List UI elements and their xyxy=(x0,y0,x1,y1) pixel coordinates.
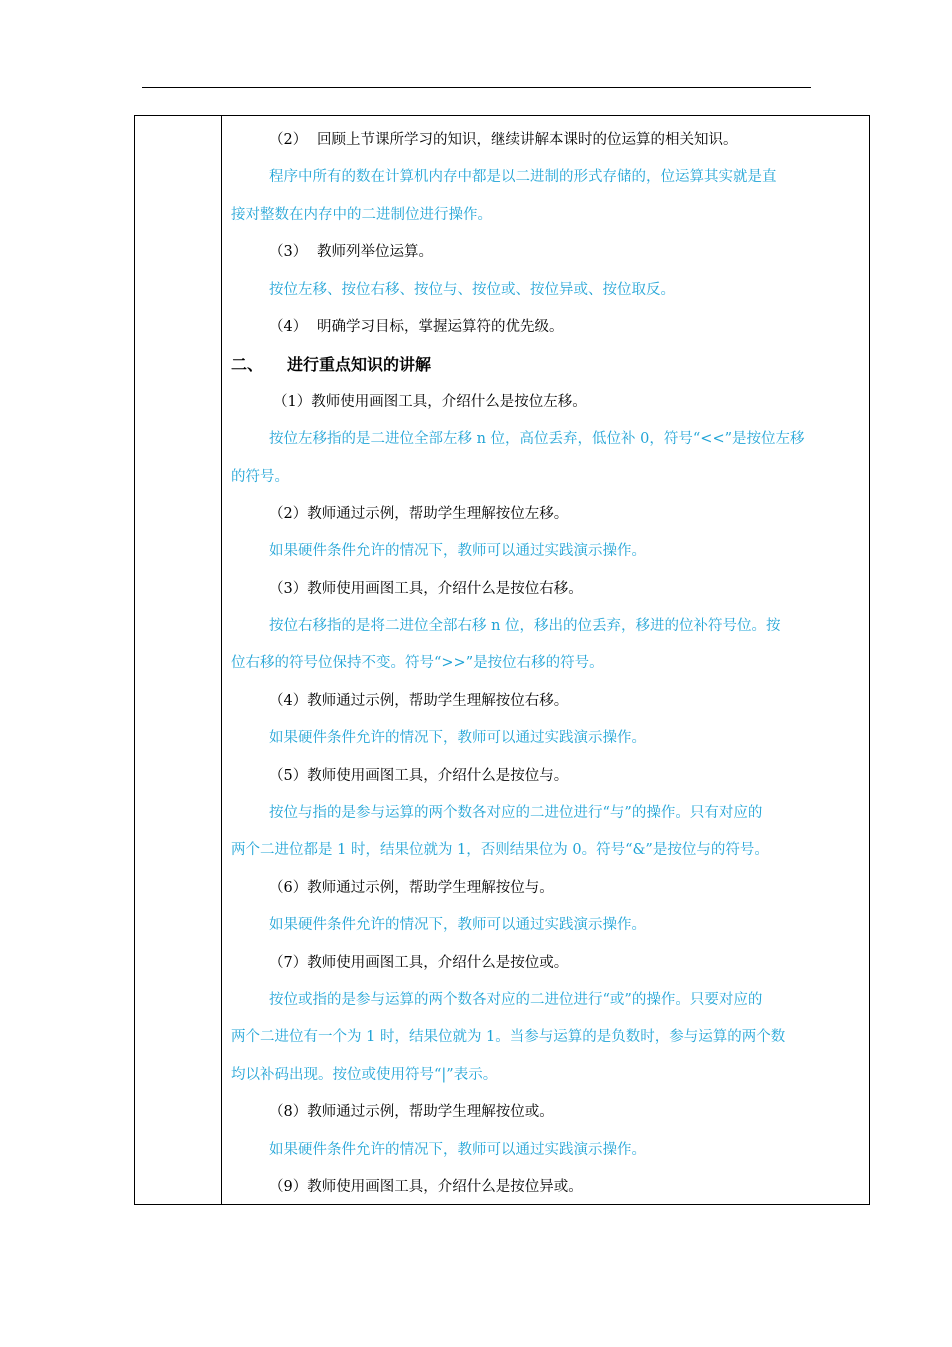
section-heading: 二、 进行重点知识的讲解 xyxy=(231,355,432,375)
line-step-5: （5）教师使用画图工具，介绍什么是按位与。 xyxy=(269,767,569,784)
line-step-3: （3）教师使用画图工具，介绍什么是按位右移。 xyxy=(269,580,583,597)
line-step-4: （4）教师通过示例，帮助学生理解按位右移。 xyxy=(269,692,569,709)
line-step-9: （9）教师使用画图工具，介绍什么是按位异或。 xyxy=(269,1178,583,1195)
line-left-shift-def-2: 的符号。 xyxy=(231,468,289,485)
table-content-cell xyxy=(231,122,861,1206)
line-and-def-1: 按位与指的是参与运算的两个数各对应的二进位进行“与”的操作。只有对应的 xyxy=(269,805,763,822)
line-or-def-3: 均以补码出现。按位或使用符号“|”表示。 xyxy=(231,1066,498,1083)
line-and-def-2: 两个二进位都是 1 时，结果位就为 1，否则结果位为 0。符号“&”是按位与的符号。 xyxy=(231,842,769,859)
line-or-def-1: 按位或指的是参与运算的两个数各对应的二进位进行“或”的操作。只要对应的 xyxy=(269,991,763,1008)
line-bitwise-intro-2: 接对整数在内存中的二进制位进行操作。 xyxy=(231,206,492,223)
lesson-plan-table xyxy=(134,115,870,1205)
line-goals: （4） 明确学习目标，掌握运算符的优先级。 xyxy=(269,318,564,335)
line-demo-note: 如果硬件条件允许的情况下，教师可以通过实践演示操作。 xyxy=(269,730,646,747)
line-demo-note: 如果硬件条件允许的情况下，教师可以通过实践演示操作。 xyxy=(269,543,646,560)
line-bitwise-intro-1: 程序中所有的数在计算机内存中都是以二进制的形式存储的，位运算其实就是直 xyxy=(269,169,777,186)
table-left-column xyxy=(135,116,222,1204)
line-step-8: （8）教师通过示例，帮助学生理解按位或。 xyxy=(269,1104,554,1121)
line-step-7: （7）教师使用画图工具，介绍什么是按位或。 xyxy=(269,954,569,971)
line-demo-note: 如果硬件条件允许的情况下，教师可以通过实践演示操作。 xyxy=(269,917,646,934)
line-ops-list: 按位左移、按位右移、按位与、按位或、按位异或、按位取反。 xyxy=(269,281,675,298)
page-header-rule xyxy=(142,87,811,88)
line-list-ops: （3） 教师列举位运算。 xyxy=(269,244,433,261)
line-step-1: （1）教师使用画图工具，介绍什么是按位左移。 xyxy=(273,393,587,410)
line-step-2: （2）教师通过示例，帮助学生理解按位左移。 xyxy=(269,505,569,522)
line-review: （2） 回顾上节课所学习的知识，继续讲解本课时的位运算的相关知识。 xyxy=(269,132,738,148)
line-or-def-2: 两个二进位有一个为 1 时，结果位就为 1。当参与运算的是负数时，参与运算的两个数 xyxy=(231,1029,786,1046)
line-right-shift-def-1: 按位右移指的是将二进位全部右移 n 位，移出的位丢弃，移进的位补符号位。按 xyxy=(269,618,781,635)
line-right-shift-def-2: 位右移的符号位保持不变。符号“>>”是按位右移的符号。 xyxy=(231,655,604,672)
line-demo-note: 如果硬件条件允许的情况下，教师可以通过实践演示操作。 xyxy=(269,1141,646,1158)
line-left-shift-def-1: 按位左移指的是二进位全部左移 n 位，高位丢弃，低位补 0，符号“<<”是按位左移 xyxy=(269,431,805,448)
line-step-6: （6）教师通过示例，帮助学生理解按位与。 xyxy=(269,879,554,896)
